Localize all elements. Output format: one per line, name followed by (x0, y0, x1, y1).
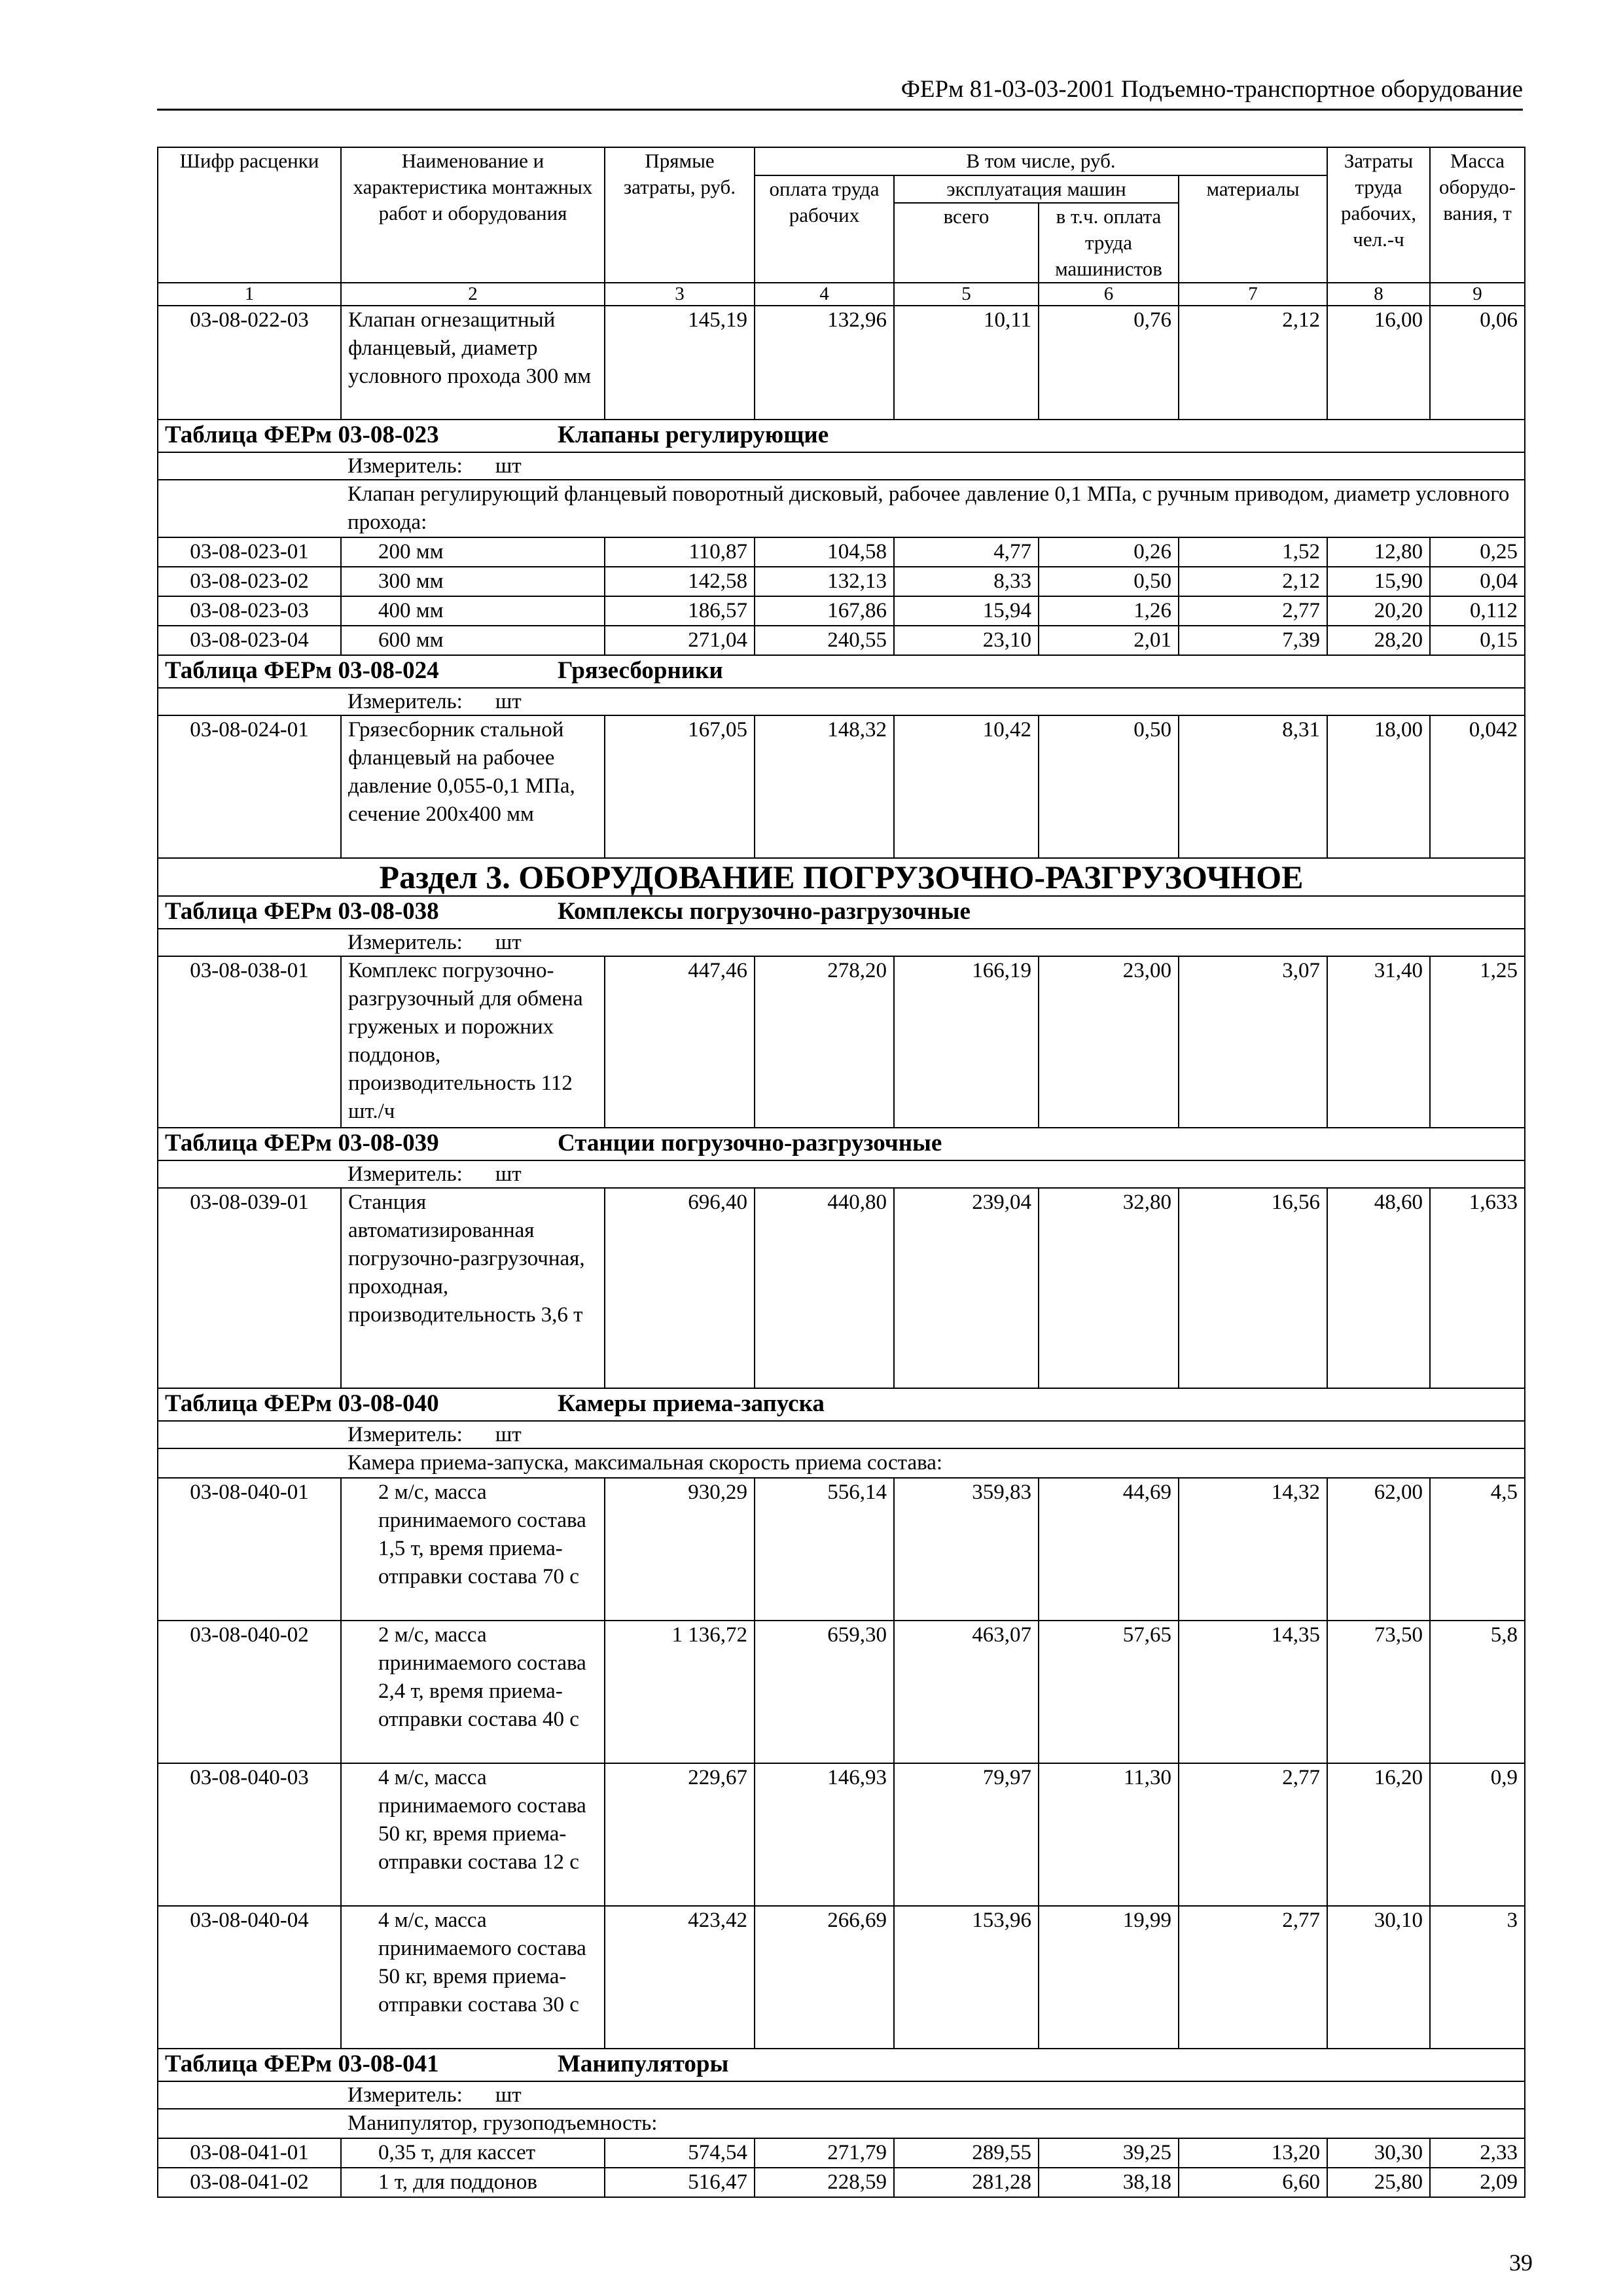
equipment-mass: 1,25 (1430, 956, 1525, 1128)
machinist-pay: 11,30 (1039, 1763, 1179, 1906)
col-mass-header: Масса оборудо-вания, т (1430, 147, 1525, 283)
labor-pay: 278,20 (755, 956, 894, 1128)
labor-hours: 28,20 (1327, 626, 1430, 655)
measure-unit: шт (495, 690, 522, 713)
materials: 2,12 (1179, 567, 1327, 596)
rate-name: 2 м/с, масса принимаемого состава 2,4 т, время приема-отправки состава 40 с (341, 1621, 605, 1763)
materials: 8,31 (1179, 715, 1327, 858)
table-row (158, 1621, 1525, 1763)
machines-total: 281,28 (894, 2168, 1039, 2197)
table-row (158, 956, 1525, 1128)
labor-hours: 25,80 (1327, 2168, 1430, 2197)
labor-hours: 15,90 (1327, 567, 1430, 596)
page-header: ФЕРм 81-03-03-2001 Подъемно-транспортное оборудование (157, 73, 1523, 111)
measure-row (158, 1160, 1525, 1188)
materials: 14,32 (1179, 1478, 1327, 1621)
table-row (158, 596, 1525, 626)
col-number: 4 (755, 283, 894, 306)
table-label: Таблица ФЕРм 03-08-040 (165, 1390, 439, 1417)
column-number-row (158, 283, 1525, 306)
col-number: 1 (158, 283, 341, 306)
machinist-pay: 0,50 (1039, 567, 1179, 596)
table-title: Станции погрузочно-разгрузочные (558, 1130, 942, 1157)
measure-row (158, 2081, 1525, 2109)
labor-pay: 271,79 (755, 2138, 894, 2168)
table-title-row (158, 1388, 1525, 1421)
rate-name: Комплекс погрузочно-разгрузочный для обмена груженых и порожних поддонов, производительность 112 шт./ч (341, 956, 605, 1128)
measure-label: Измеритель: (348, 931, 463, 954)
table-title: Манипуляторы (558, 2051, 729, 2077)
equipment-mass: 0,042 (1430, 715, 1525, 858)
measure-row (158, 688, 1525, 715)
labor-pay: 104,58 (755, 537, 894, 567)
table-row (158, 306, 1525, 420)
table-row (158, 715, 1525, 858)
rate-code: 03-08-039-01 (158, 1188, 341, 1388)
labor-hours: 31,40 (1327, 956, 1430, 1128)
col-code-header: Шифр расценки (158, 147, 341, 283)
labor-hours: 16,20 (1327, 1763, 1430, 1906)
rate-code: 03-08-022-03 (158, 306, 341, 420)
labor-hours: 30,10 (1327, 1906, 1430, 2049)
labor-hours: 30,30 (1327, 2138, 1430, 2168)
measure-label: Измеритель: (348, 1423, 463, 1446)
labor-pay: 440,80 (755, 1188, 894, 1388)
labor-pay: 132,13 (755, 567, 894, 596)
direct-cost: 447,46 (605, 956, 755, 1128)
machinist-pay: 57,65 (1039, 1621, 1179, 1763)
materials: 2,77 (1179, 1906, 1327, 2049)
description-row (158, 2109, 1525, 2138)
table-label: Таблица ФЕРм 03-08-038 (165, 898, 439, 925)
labor-hours: 48,60 (1327, 1188, 1430, 1388)
rate-code: 03-08-040-02 (158, 1621, 341, 1763)
table-title: Комплексы погрузочно-разгрузочные (558, 898, 971, 925)
equipment-mass: 0,9 (1430, 1763, 1525, 1906)
rate-name: Станция автоматизированная погрузочно-разгрузочная, проходная, производительность 3,6 т (341, 1188, 605, 1388)
group-description: Клапан регулирующий фланцевый поворотный дисковый, рабочее давление 0,1 МПа, с ручным приводом, диаметр условного прохода: (341, 480, 1525, 537)
machines-total: 359,83 (894, 1478, 1039, 1621)
machinist-pay: 44,69 (1039, 1478, 1179, 1621)
table-title: Камеры приема-запуска (558, 1390, 825, 1417)
description-row (158, 1448, 1525, 1478)
measure-row (158, 452, 1525, 480)
col-number: 3 (605, 283, 755, 306)
rate-name: 600 мм (341, 626, 605, 655)
section-row (158, 858, 1525, 896)
table-row (158, 567, 1525, 596)
col-machinist-pay-header: в т.ч. оплата труда машинистов (1039, 203, 1179, 283)
col-labor-pay-header: оплата труда рабочих (755, 175, 894, 283)
direct-cost: 229,67 (605, 1763, 755, 1906)
rate-code: 03-08-040-01 (158, 1478, 341, 1621)
rate-name: 200 мм (341, 537, 605, 567)
machinist-pay: 0,50 (1039, 715, 1179, 858)
col-materials-header: материалы (1179, 175, 1327, 283)
labor-hours: 16,00 (1327, 306, 1430, 420)
machinist-pay: 39,25 (1039, 2138, 1179, 2168)
table-row (158, 1763, 1525, 1906)
labor-hours: 18,00 (1327, 715, 1430, 858)
direct-cost: 574,54 (605, 2138, 755, 2168)
table-title-row (158, 420, 1525, 452)
table-row (158, 2138, 1525, 2168)
rate-code: 03-08-023-04 (158, 626, 341, 655)
rate-name: 4 м/с, масса принимаемого состава 50 кг, время приема-отправки состава 12 с (341, 1763, 605, 1906)
col-number: 9 (1430, 283, 1525, 306)
labor-pay: 132,96 (755, 306, 894, 420)
labor-pay: 556,14 (755, 1478, 894, 1621)
direct-cost: 930,29 (605, 1478, 755, 1621)
measure-unit: шт (495, 2083, 522, 2107)
machinist-pay: 0,26 (1039, 537, 1179, 567)
col-labor-header: Затраты труда рабочих, чел.-ч (1327, 147, 1430, 283)
rate-code: 03-08-023-03 (158, 596, 341, 626)
labor-pay: 148,32 (755, 715, 894, 858)
labor-pay: 266,69 (755, 1906, 894, 2049)
measure-unit: шт (495, 931, 522, 954)
table-row (158, 2168, 1525, 2197)
table-title-row (158, 1128, 1525, 1160)
machines-total: 289,55 (894, 2138, 1039, 2168)
labor-pay: 146,93 (755, 1763, 894, 1906)
machines-total: 166,19 (894, 956, 1039, 1128)
section-title: Раздел 3. ОБОРУДОВАНИЕ ПОГРУЗОЧНО-РАЗГРУЗОЧНОЕ (158, 858, 1525, 896)
col-number: 5 (894, 283, 1039, 306)
materials: 1,52 (1179, 537, 1327, 567)
table-row (158, 537, 1525, 567)
machines-total: 4,77 (894, 537, 1039, 567)
measure-row (158, 929, 1525, 956)
direct-cost: 145,19 (605, 306, 755, 420)
measure-label: Измеритель: (348, 2083, 463, 2107)
group-description: Манипулятор, грузоподъемность: (341, 2109, 1525, 2138)
rate-code: 03-08-023-02 (158, 567, 341, 596)
machinist-pay: 19,99 (1039, 1906, 1179, 2049)
materials: 7,39 (1179, 626, 1327, 655)
direct-cost: 696,40 (605, 1188, 755, 1388)
materials: 16,56 (1179, 1188, 1327, 1388)
equipment-mass: 0,25 (1430, 537, 1525, 567)
table-label: Таблица ФЕРм 03-08-041 (165, 2051, 439, 2077)
machinist-pay: 23,00 (1039, 956, 1179, 1128)
direct-cost: 516,47 (605, 2168, 755, 2197)
materials: 3,07 (1179, 956, 1327, 1128)
table-title: Клапаны регулирующие (558, 422, 829, 448)
direct-cost: 423,42 (605, 1906, 755, 2049)
labor-hours: 73,50 (1327, 1621, 1430, 1763)
equipment-mass: 0,06 (1430, 306, 1525, 420)
direct-cost: 167,05 (605, 715, 755, 858)
group-description: Камера приема-запуска, максимальная скорость приема состава: (341, 1448, 1525, 1478)
machinist-pay: 38,18 (1039, 2168, 1179, 2197)
equipment-mass: 2,09 (1430, 2168, 1525, 2197)
header-row-1 (158, 147, 1525, 175)
rate-name: 1 т, для поддонов (341, 2168, 605, 2197)
labor-pay: 167,86 (755, 596, 894, 626)
equipment-mass: 0,04 (1430, 567, 1525, 596)
rate-name: 0,35 т, для кассет (341, 2138, 605, 2168)
measure-unit: шт (495, 454, 522, 478)
machines-total: 239,04 (894, 1188, 1039, 1388)
machines-total: 463,07 (894, 1621, 1039, 1763)
table-row (158, 626, 1525, 655)
equipment-mass: 2,33 (1430, 2138, 1525, 2168)
rate-name: 300 мм (341, 567, 605, 596)
equipment-mass: 4,5 (1430, 1478, 1525, 1621)
col-direct-header: Прямые затраты, руб. (605, 147, 755, 283)
table-row (158, 1906, 1525, 2049)
table-title: Грязесборники (558, 657, 723, 684)
materials: 2,12 (1179, 306, 1327, 420)
table-title-row (158, 2049, 1525, 2081)
machinist-pay: 1,26 (1039, 596, 1179, 626)
machines-total: 79,97 (894, 1763, 1039, 1906)
machinist-pay: 2,01 (1039, 626, 1179, 655)
table-title-row (158, 655, 1525, 688)
direct-cost: 186,57 (605, 596, 755, 626)
materials: 2,77 (1179, 596, 1327, 626)
page-number: 39 (1509, 2250, 1533, 2276)
rate-code: 03-08-024-01 (158, 715, 341, 858)
rate-name: 400 мм (341, 596, 605, 626)
materials: 6,60 (1179, 2168, 1327, 2197)
labor-hours: 20,20 (1327, 596, 1430, 626)
rate-name: Грязесборник стальной фланцевый на рабочее давление 0,055-0,1 МПа, сечение 200x400 мм (341, 715, 605, 858)
rate-code: 03-08-041-01 (158, 2138, 341, 2168)
machines-total: 15,94 (894, 596, 1039, 626)
col-number: 2 (341, 283, 605, 306)
table-title-row (158, 896, 1525, 929)
measure-label: Измеритель: (348, 454, 463, 478)
rate-name: Клапан огнезащитный фланцевый, диаметр условного прохода 300 мм (341, 306, 605, 420)
rate-code: 03-08-041-02 (158, 2168, 341, 2197)
rate-code: 03-08-023-01 (158, 537, 341, 567)
rate-code: 03-08-040-04 (158, 1906, 341, 2049)
equipment-mass: 0,112 (1430, 596, 1525, 626)
rate-name: 2 м/с, масса принимаемого состава 1,5 т, время приема-отправки состава 70 с (341, 1478, 605, 1621)
direct-cost: 110,87 (605, 537, 755, 567)
table-label: Таблица ФЕРм 03-08-039 (165, 1130, 439, 1157)
machines-total: 8,33 (894, 567, 1039, 596)
table-label: Таблица ФЕРм 03-08-023 (165, 422, 439, 448)
equipment-mass: 3 (1430, 1906, 1525, 2049)
labor-hours: 62,00 (1327, 1478, 1430, 1621)
measure-label: Измеритель: (348, 690, 463, 713)
description-row (158, 480, 1525, 537)
col-number: 7 (1179, 283, 1327, 306)
col-total-header: всего (894, 203, 1039, 283)
machinist-pay: 0,76 (1039, 306, 1179, 420)
labor-hours: 12,80 (1327, 537, 1430, 567)
measure-unit: шт (495, 1423, 522, 1446)
col-including-header: В том числе, руб. (755, 147, 1327, 175)
rate-name: 4 м/с, масса принимаемого состава 50 кг, время приема-отправки состава 30 с (341, 1906, 605, 2049)
col-number: 6 (1039, 283, 1179, 306)
table-row (158, 1188, 1525, 1388)
measure-label: Измеритель: (348, 1162, 463, 1186)
table-row (158, 1478, 1525, 1621)
labor-pay: 659,30 (755, 1621, 894, 1763)
machines-total: 10,42 (894, 715, 1039, 858)
measure-unit: шт (495, 1162, 522, 1186)
rate-code: 03-08-038-01 (158, 956, 341, 1128)
direct-cost: 271,04 (605, 626, 755, 655)
table-label: Таблица ФЕРм 03-08-024 (165, 657, 439, 684)
rates-table (157, 147, 1525, 2198)
direct-cost: 142,58 (605, 567, 755, 596)
machinist-pay: 32,80 (1039, 1188, 1179, 1388)
direct-cost: 1 136,72 (605, 1621, 755, 1763)
equipment-mass: 1,633 (1430, 1188, 1525, 1388)
materials: 2,77 (1179, 1763, 1327, 1906)
measure-row (158, 1421, 1525, 1448)
machines-total: 10,11 (894, 306, 1039, 420)
labor-pay: 240,55 (755, 626, 894, 655)
machines-total: 153,96 (894, 1906, 1039, 2049)
equipment-mass: 5,8 (1430, 1621, 1525, 1763)
col-name-header: Наименование и характеристика монтажных работ и оборудования (341, 147, 605, 283)
col-machines-header: эксплуатация машин (894, 175, 1179, 203)
equipment-mass: 0,15 (1430, 626, 1525, 655)
materials: 13,20 (1179, 2138, 1327, 2168)
labor-pay: 228,59 (755, 2168, 894, 2197)
col-number: 8 (1327, 283, 1430, 306)
materials: 14,35 (1179, 1621, 1327, 1763)
machines-total: 23,10 (894, 626, 1039, 655)
rate-code: 03-08-040-03 (158, 1763, 341, 1906)
